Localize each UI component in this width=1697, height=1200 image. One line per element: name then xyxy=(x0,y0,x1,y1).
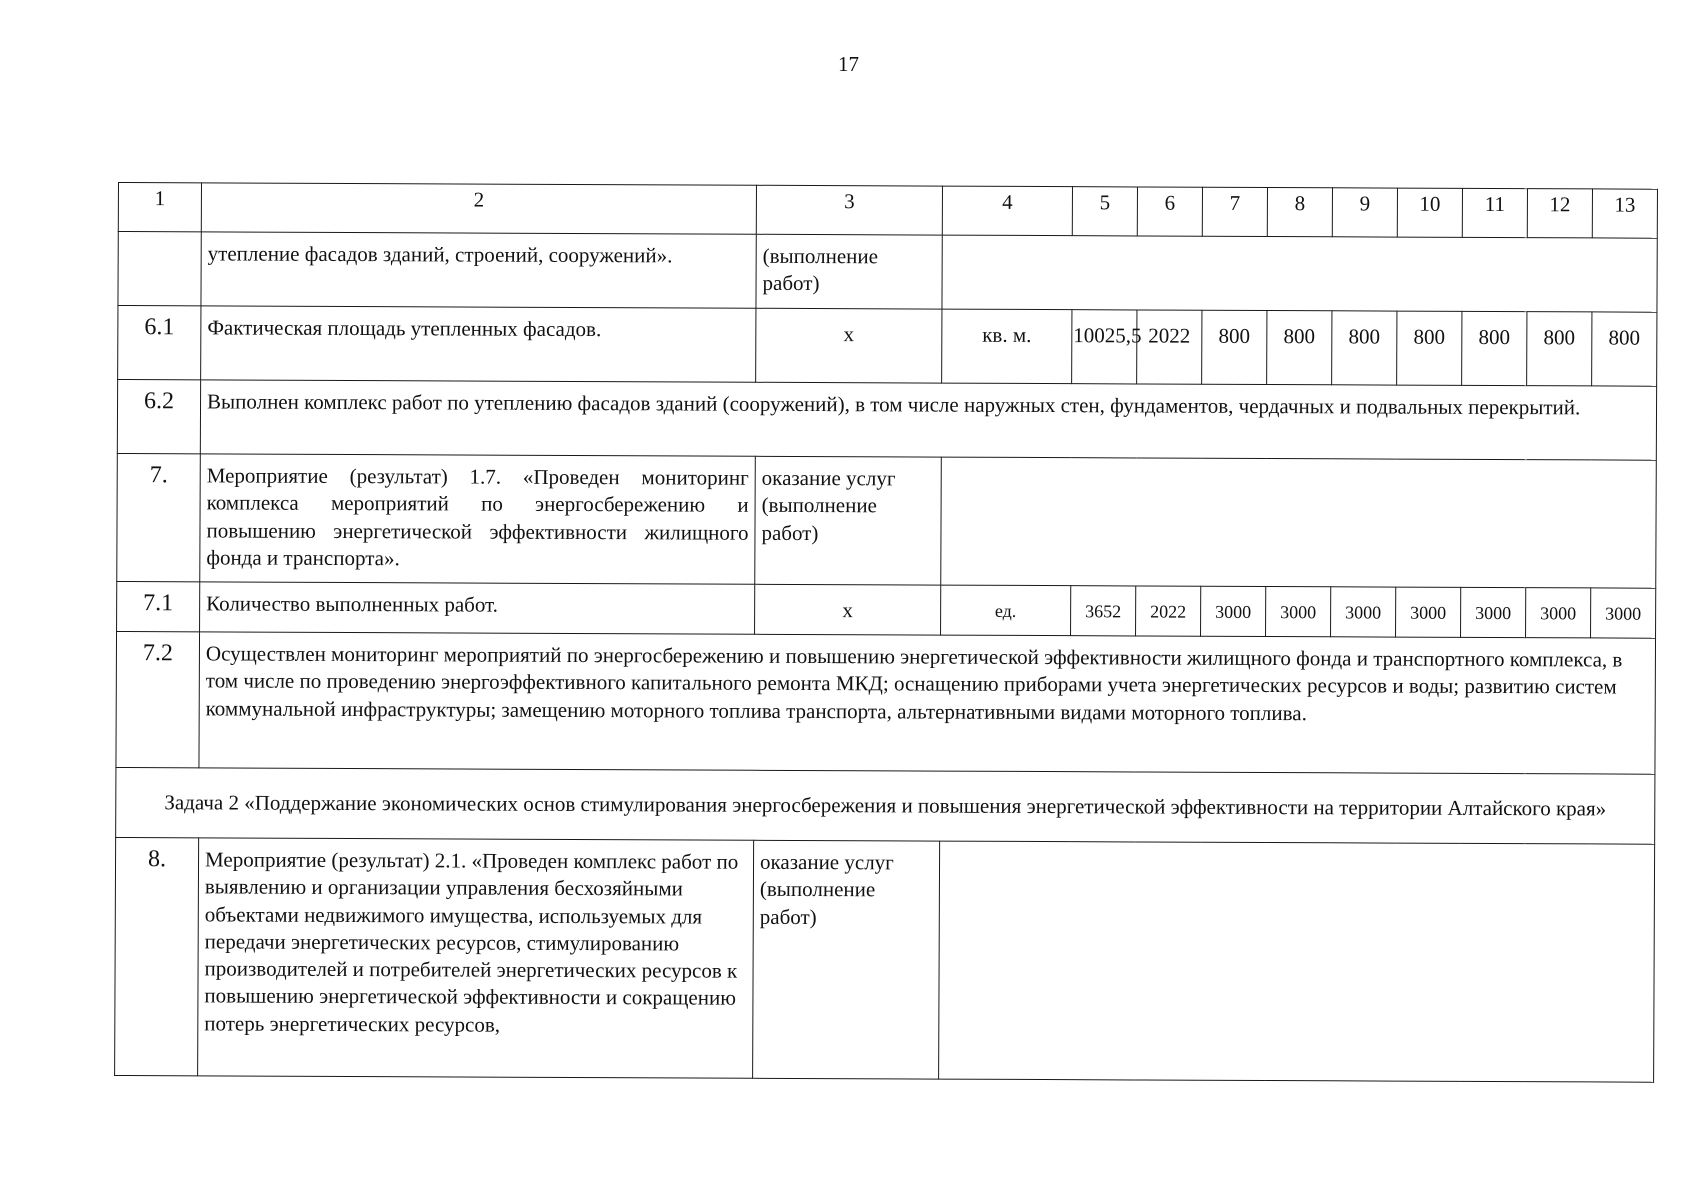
value-cell: 800 xyxy=(1267,311,1332,385)
value-cell: 800 xyxy=(1462,311,1527,385)
table-row xyxy=(115,837,1655,1082)
row-number: 7.1 xyxy=(117,581,200,631)
row-text: Мероприятие (результат) 2.1. «Проведен комплекс работ по выявлению и организации управления бесхозяйными объектами недвижимого имущества, используемых для передачи энергетических ресурсов, стимулированию производителей и потребителей энергетических ресурсов к повышению энергетической эффективности и сокращению потерь энергетических ресурсов, xyxy=(198,838,754,1078)
value-cell: 3652 xyxy=(1071,586,1136,636)
header-cell: 10 xyxy=(1397,188,1462,237)
work-type-cell: оказание услуг (выполнение работ) xyxy=(755,456,942,585)
header-cell: 2 xyxy=(201,183,756,234)
header-cell: 8 xyxy=(1267,188,1332,237)
row-text: утепление фасадов зданий, строений, сооружений». xyxy=(201,232,756,308)
value-cell: 10025,5 xyxy=(1072,310,1137,384)
table-row xyxy=(116,631,1656,774)
header-cell: 6 xyxy=(1137,187,1202,236)
value-cell: 3000 xyxy=(1591,588,1656,638)
row-text: Фактическая площадь утепленных фасадов. xyxy=(201,306,756,382)
value-cell: 3000 xyxy=(1266,587,1331,637)
table-row xyxy=(117,453,1657,588)
value-cell: 2022 xyxy=(1137,310,1202,384)
unit-cell: кв. м. xyxy=(942,309,1072,384)
row-text: Количество выполненных работ. xyxy=(200,582,755,634)
work-type-cell: х xyxy=(756,308,942,383)
header-cell: 3 xyxy=(756,185,942,235)
value-cell: 3000 xyxy=(1526,588,1591,638)
value-cell: 3000 xyxy=(1461,587,1526,637)
header-cell: 12 xyxy=(1527,189,1592,238)
header-cell: 1 xyxy=(118,183,201,232)
header-cell: 5 xyxy=(1072,187,1137,236)
value-cell: 3000 xyxy=(1396,587,1461,637)
task-heading: Задача 2 «Поддержание экономических основ стимулирования энергосбережения и повышения энергетической эффективности на территории Алтайского края» xyxy=(116,767,1655,844)
row-text: Мероприятие (результат) 1.7. «Проведен мониторинг комплекса мероприятий по энергосбережению и повышению энергетической эффективности жилищного фонда и транспорта». xyxy=(200,454,756,584)
work-type-cell: оказание услуг (выполнение работ) xyxy=(753,840,940,1079)
row-text: Осуществлен мониторинг мероприятий по энергосбережению и повышению энергетической эффективности жилищного фонда и транспортного комплекса, в том числе по проведению энергоэффективного капитального ремонта МКД; оснащению приборами учета энергетических ресурсов и воды; развитию систем коммунальной инфраструктуры; замещению моторного топлива транспорта, альтернативными видами моторного топлива. xyxy=(199,632,1656,774)
unit-cell: ед. xyxy=(941,585,1071,636)
work-type-cell: (выполнение работ) xyxy=(756,234,942,309)
indicators-table xyxy=(114,182,1658,1083)
value-cell: 800 xyxy=(1527,312,1592,386)
empty-cell xyxy=(941,457,1657,588)
row-number: 7.2 xyxy=(116,631,200,767)
row-text: Выполнен комплекс работ по утеплению фасадов зданий (сооружений), в том числе наружных стен, фундаментов, чердачных и подвальных перекрытий. xyxy=(200,380,1656,460)
empty-cell xyxy=(939,841,1655,1082)
table-row xyxy=(117,380,1656,461)
value-cell: 2022 xyxy=(1136,586,1201,636)
empty-cell xyxy=(942,235,1657,312)
task-row xyxy=(116,767,1655,844)
work-type-cell: х xyxy=(755,584,941,635)
table-row xyxy=(118,306,1657,387)
page-number: 17 xyxy=(838,52,859,76)
value-cell: 3000 xyxy=(1201,586,1266,636)
row-number: 6.1 xyxy=(118,306,201,380)
value-cell: 800 xyxy=(1202,310,1267,384)
header-cell: 13 xyxy=(1592,189,1657,238)
value-cell: 3000 xyxy=(1331,587,1396,637)
row-number: 7. xyxy=(117,453,201,581)
header-cell: 9 xyxy=(1332,188,1397,237)
row-number-cell xyxy=(118,232,201,306)
table-row xyxy=(118,232,1657,313)
header-cell: 4 xyxy=(942,186,1072,236)
value-cell: 800 xyxy=(1592,312,1657,386)
table-row xyxy=(117,581,1656,638)
header-cell: 11 xyxy=(1462,188,1527,237)
row-number: 8. xyxy=(115,837,199,1075)
header-row xyxy=(118,183,1657,239)
value-cell: 800 xyxy=(1332,311,1397,385)
row-number: 6.2 xyxy=(117,380,200,454)
header-cell: 7 xyxy=(1202,187,1267,236)
value-cell: 800 xyxy=(1397,311,1462,385)
